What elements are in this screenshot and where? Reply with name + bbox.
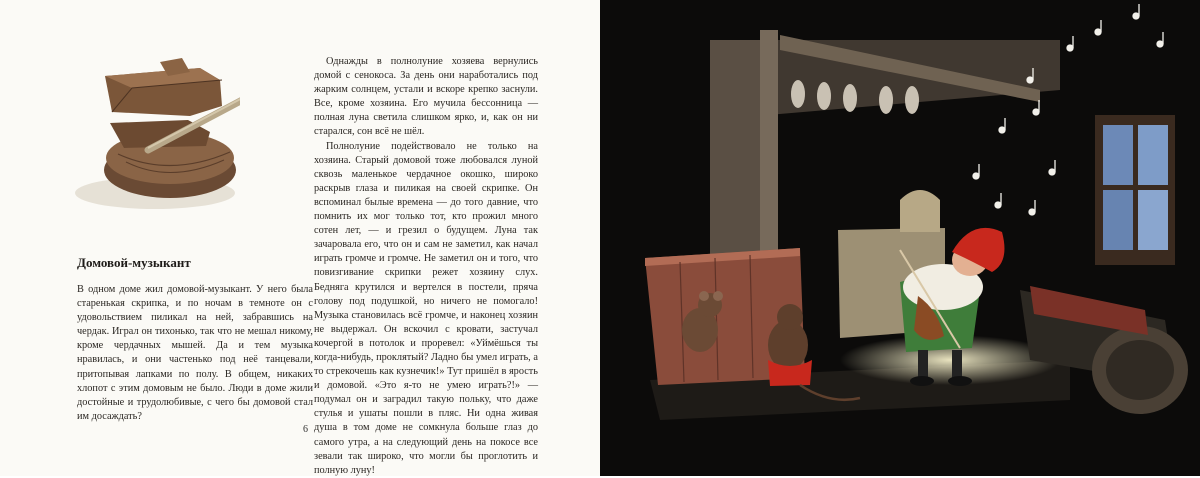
story-title: Домовой-музыкант	[77, 255, 191, 270]
right-text-column	[314, 55, 538, 478]
attic-scene-illustration	[600, 0, 1200, 476]
left-page	[0, 0, 600, 476]
paragraph: Однажды в полнолуние хозяева вернулись домой с сенокоса. За день они наработались под жарким солнцем, устали и вскоре крепко заснули. Все, кроме хозяина. Его мучила бессонница — полная луна светила слишком ярко, и, как он ни старался, сон всё не шёл.	[314, 56, 538, 138]
right-page-illustration	[600, 0, 1200, 476]
broken-violin-illustration	[60, 28, 240, 218]
paragraph: В одном доме жил домовой-музыкант. У него была старенькая скрипка, и по ночам в темноте он с удовольствием пиликал на ней, забравшись на чердак. Играл он тихонько, так что не мешал никому, кроме чердачных мышей. Да и тем музыка нравилась, и они частенько под неё танцевали, притопывая лапками по полу. В общем, никаких хлопот с этим домовым не было. Люди в доме жили достойные и трудолюбивые, с чего бы домовой стал им досаждать?	[77, 284, 313, 422]
left-text-column	[77, 283, 313, 424]
paragraph: Полнолуние подействовало не только на хозяина. Старый домовой тоже любовался луной сквозь маленькое чердачное окошко, широко раскрыв глаза и пиликая на своей скрипке. Он вспоминал былые времена — до того давние, что помнить их мог только тот, кто прожил много сотен лет, — и грезил о будущем. Луна так зачаровала его, что он и сам не заметил, как начал играть громче и громче. Не заметил он и того, что повизгивание скрипки режет хозяину слух. Бедняга крутился и вертелся в постели, пряча голову под подушкой, но ничего не помогало! Музыка становилась всё громче, и наконец хозяин не выдержал. Он вскочил с кровати, застучал кочергой в потолок и проревел: «Уймёшься ты когда-нибудь, проклятый? Ладно бы умел играть, а то стрекочешь как кузнечик!» Тут пришёл в ярость и домовой. «Это я-то не умею играть?!» — подумал он и заградил такую польку, что даже стулья и ушаты пошли в пляс. Ни одна живая душа в том доме не сомкнула больше глаз до самого утра, а на следующий день на покосе все зевали так широко, что могли бы проглотить и полную луну!	[314, 140, 538, 476]
page-number: 6	[303, 424, 308, 435]
